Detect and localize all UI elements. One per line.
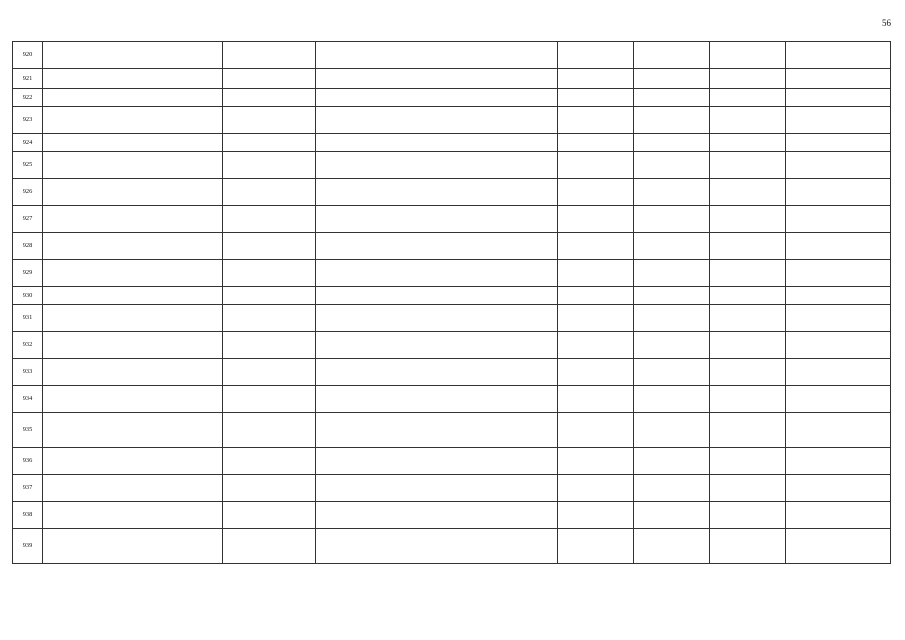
cadastral-number-cell [223, 529, 316, 564]
row-number: 921 [13, 69, 43, 89]
cadastral-value-cell [786, 287, 891, 305]
cadastral-number-cell [223, 287, 316, 305]
use-code-cell [558, 529, 634, 564]
use-code-cell [558, 359, 634, 386]
specific-value-cell [710, 502, 786, 529]
table-row [13, 107, 891, 134]
address-cell [43, 42, 223, 69]
specific-value-cell [710, 305, 786, 332]
area-cell [634, 359, 710, 386]
cadastral-value-cell [786, 42, 891, 69]
specific-value-cell [710, 89, 786, 107]
use-code-cell [558, 502, 634, 529]
specific-value-cell [710, 42, 786, 69]
specific-value-cell [710, 386, 786, 413]
row-number: 923 [13, 107, 43, 134]
use-code-cell [558, 179, 634, 206]
page-number: 56 [882, 18, 891, 28]
specific-value-cell [710, 529, 786, 564]
specific-value-cell [710, 69, 786, 89]
permitted-use-cell [316, 529, 558, 564]
address-cell [43, 134, 223, 152]
address-cell [43, 107, 223, 134]
table-row [13, 448, 891, 475]
area-cell [634, 206, 710, 233]
row-number: 920 [13, 42, 43, 69]
cadastral-value-cell [786, 260, 891, 287]
table-row [13, 152, 891, 179]
row-number: 932 [13, 332, 43, 359]
address-cell [43, 413, 223, 448]
specific-value-cell [710, 260, 786, 287]
table-row [13, 260, 891, 287]
specific-value-cell [710, 413, 786, 448]
address-cell [43, 260, 223, 287]
address-cell [43, 89, 223, 107]
table-row [13, 42, 891, 69]
address-cell [43, 69, 223, 89]
table-row [13, 89, 891, 107]
address-cell [43, 475, 223, 502]
row-number: 933 [13, 359, 43, 386]
cadastral-number-cell [223, 305, 316, 332]
area-cell [634, 413, 710, 448]
permitted-use-cell [316, 69, 558, 89]
address-cell [43, 206, 223, 233]
cadastral-value-cell [786, 134, 891, 152]
cadastral-number-cell [223, 260, 316, 287]
address-cell [43, 152, 223, 179]
cadastral-value-cell [786, 529, 891, 564]
area-cell [634, 89, 710, 107]
specific-value-cell [710, 134, 786, 152]
area-cell [634, 69, 710, 89]
permitted-use-cell [316, 134, 558, 152]
use-code-cell [558, 89, 634, 107]
land-plot-registry-table [12, 41, 891, 564]
use-code-cell [558, 152, 634, 179]
permitted-use-cell [316, 448, 558, 475]
cadastral-number-cell [223, 134, 316, 152]
area-cell [634, 475, 710, 502]
cadastral-value-cell [786, 206, 891, 233]
permitted-use-cell [316, 332, 558, 359]
permitted-use-cell [316, 413, 558, 448]
permitted-use-cell [316, 359, 558, 386]
address-cell [43, 502, 223, 529]
specific-value-cell [710, 475, 786, 502]
address-cell [43, 305, 223, 332]
use-code-cell [558, 448, 634, 475]
cadastral-number-cell [223, 206, 316, 233]
cadastral-value-cell [786, 386, 891, 413]
area-cell [634, 305, 710, 332]
use-code-cell [558, 206, 634, 233]
row-number: 926 [13, 179, 43, 206]
row-number: 935 [13, 413, 43, 448]
cadastral-number-cell [223, 152, 316, 179]
address-cell [43, 233, 223, 260]
area-cell [634, 386, 710, 413]
area-cell [634, 233, 710, 260]
cadastral-value-cell [786, 233, 891, 260]
specific-value-cell [710, 206, 786, 233]
address-cell [43, 332, 223, 359]
cadastral-value-cell [786, 305, 891, 332]
cadastral-number-cell [223, 42, 316, 69]
cadastral-number-cell [223, 475, 316, 502]
specific-value-cell [710, 107, 786, 134]
row-number: 928 [13, 233, 43, 260]
cadastral-number-cell [223, 386, 316, 413]
row-number: 938 [13, 502, 43, 529]
permitted-use-cell [316, 179, 558, 206]
cadastral-number-cell [223, 332, 316, 359]
cadastral-number-cell [223, 359, 316, 386]
cadastral-value-cell [786, 332, 891, 359]
cadastral-value-cell [786, 502, 891, 529]
permitted-use-cell [316, 475, 558, 502]
area-cell [634, 134, 710, 152]
cadastral-number-cell [223, 502, 316, 529]
permitted-use-cell [316, 206, 558, 233]
table-row [13, 206, 891, 233]
table-row [13, 413, 891, 448]
area-cell [634, 179, 710, 206]
address-cell [43, 359, 223, 386]
area-cell [634, 529, 710, 564]
cadastral-value-cell [786, 179, 891, 206]
use-code-cell [558, 69, 634, 89]
table-body [13, 42, 891, 564]
table-row [13, 502, 891, 529]
specific-value-cell [710, 233, 786, 260]
permitted-use-cell [316, 152, 558, 179]
area-cell [634, 107, 710, 134]
address-cell [43, 287, 223, 305]
permitted-use-cell [316, 260, 558, 287]
row-number: 939 [13, 529, 43, 564]
area-cell [634, 287, 710, 305]
table-row [13, 69, 891, 89]
permitted-use-cell [316, 107, 558, 134]
table-row [13, 134, 891, 152]
use-code-cell [558, 134, 634, 152]
area-cell [634, 448, 710, 475]
cadastral-value-cell [786, 359, 891, 386]
address-cell [43, 529, 223, 564]
use-code-cell [558, 233, 634, 260]
cadastral-number-cell [223, 107, 316, 134]
specific-value-cell [710, 152, 786, 179]
use-code-cell [558, 305, 634, 332]
cadastral-value-cell [786, 448, 891, 475]
cadastral-value-cell [786, 413, 891, 448]
area-cell [634, 332, 710, 359]
cadastral-value-cell [786, 152, 891, 179]
permitted-use-cell [316, 233, 558, 260]
address-cell [43, 448, 223, 475]
permitted-use-cell [316, 305, 558, 332]
use-code-cell [558, 42, 634, 69]
row-number: 934 [13, 386, 43, 413]
row-number: 925 [13, 152, 43, 179]
table-row [13, 305, 891, 332]
cadastral-number-cell [223, 233, 316, 260]
cadastral-value-cell [786, 475, 891, 502]
area-cell [634, 260, 710, 287]
specific-value-cell [710, 332, 786, 359]
area-cell [634, 42, 710, 69]
cadastral-value-cell [786, 107, 891, 134]
cadastral-number-cell [223, 448, 316, 475]
address-cell [43, 386, 223, 413]
permitted-use-cell [316, 89, 558, 107]
row-number: 936 [13, 448, 43, 475]
row-number: 927 [13, 206, 43, 233]
permitted-use-cell [316, 42, 558, 69]
use-code-cell [558, 386, 634, 413]
cadastral-number-cell [223, 89, 316, 107]
row-number: 924 [13, 134, 43, 152]
use-code-cell [558, 332, 634, 359]
table-row [13, 179, 891, 206]
row-number: 929 [13, 260, 43, 287]
use-code-cell [558, 413, 634, 448]
specific-value-cell [710, 448, 786, 475]
table-row [13, 529, 891, 564]
row-number: 937 [13, 475, 43, 502]
cadastral-number-cell [223, 69, 316, 89]
table-row [13, 287, 891, 305]
use-code-cell [558, 475, 634, 502]
use-code-cell [558, 287, 634, 305]
row-number: 931 [13, 305, 43, 332]
address-cell [43, 179, 223, 206]
permitted-use-cell [316, 287, 558, 305]
specific-value-cell [710, 179, 786, 206]
table-row [13, 386, 891, 413]
cadastral-number-cell [223, 413, 316, 448]
specific-value-cell [710, 359, 786, 386]
use-code-cell [558, 260, 634, 287]
area-cell [634, 152, 710, 179]
row-number: 930 [13, 287, 43, 305]
cadastral-value-cell [786, 69, 891, 89]
cadastral-number-cell [223, 179, 316, 206]
table-row [13, 475, 891, 502]
table-row [13, 233, 891, 260]
permitted-use-cell [316, 386, 558, 413]
area-cell [634, 502, 710, 529]
permitted-use-cell [316, 502, 558, 529]
table-row [13, 332, 891, 359]
use-code-cell [558, 107, 634, 134]
specific-value-cell [710, 287, 786, 305]
cadastral-value-cell [786, 89, 891, 107]
row-number: 922 [13, 89, 43, 107]
table-row [13, 359, 891, 386]
